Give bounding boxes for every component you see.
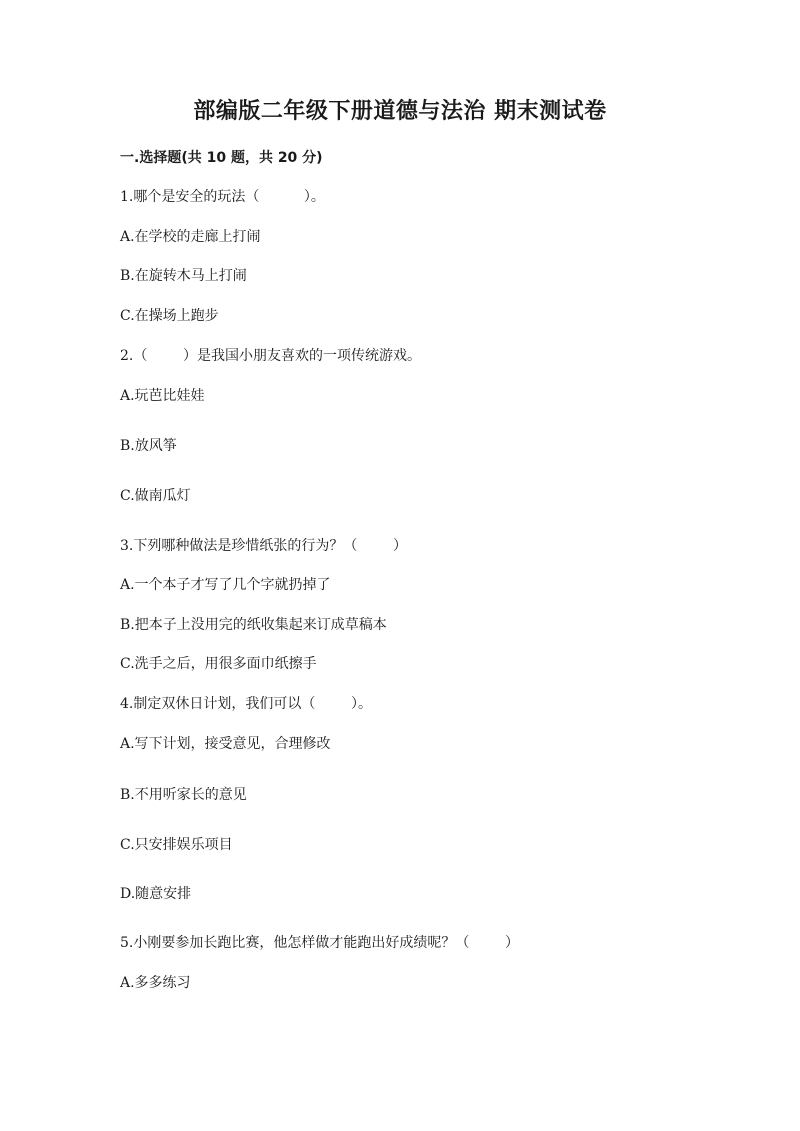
section-heading: 一.选择题(共 10 题，共 20 分) (120, 150, 323, 166)
question-5-option-a: A.多多练习 (120, 975, 191, 991)
question-4-option-b: B.不用听家长的意见 (120, 787, 247, 803)
question-3-option-b: B.把本子上没用完的纸收集起来订成草稿本 (120, 617, 387, 633)
question-2-option-c: C.做南瓜灯 (120, 488, 191, 504)
question-3-option-a: A.一个本子才写了几个字就扔掉了 (120, 577, 331, 593)
question-1-option-b: B.在旋转木马上打闹 (120, 268, 247, 284)
question-4-option-a: A.写下计划，接受意见，合理修改 (120, 736, 331, 752)
question-2-stem: 2.（ ）是我国小朋友喜欢的一项传统游戏。 (120, 348, 421, 364)
page-title: 部编版二年级下册道德与法治 期末测试卷 (193, 99, 607, 124)
question-2-option-b: B.放风筝 (120, 438, 177, 454)
question-1-stem: 1.哪个是安全的玩法（ ）。 (120, 189, 325, 205)
question-1-option-a: A.在学校的走廊上打闹 (120, 229, 261, 245)
question-1-option-c: C.在操场上跑步 (120, 308, 219, 324)
question-5-stem: 5.小刚要参加长跑比赛，他怎样做才能跑出好成绩呢？（ ） (120, 935, 519, 951)
question-2-option-a: A.玩芭比娃娃 (120, 388, 205, 404)
question-3-stem: 3.下列哪种做法是珍惜纸张的行为？（ ） (120, 538, 407, 554)
question-4-option-c: C.只安排娱乐项目 (120, 837, 233, 853)
question-4-option-d: D.随意安排 (120, 886, 192, 902)
question-3-option-c: C.洗手之后，用很多面巾纸擦手 (120, 656, 317, 672)
question-4-stem: 4.制定双休日计划，我们可以（ ）。 (120, 696, 372, 712)
